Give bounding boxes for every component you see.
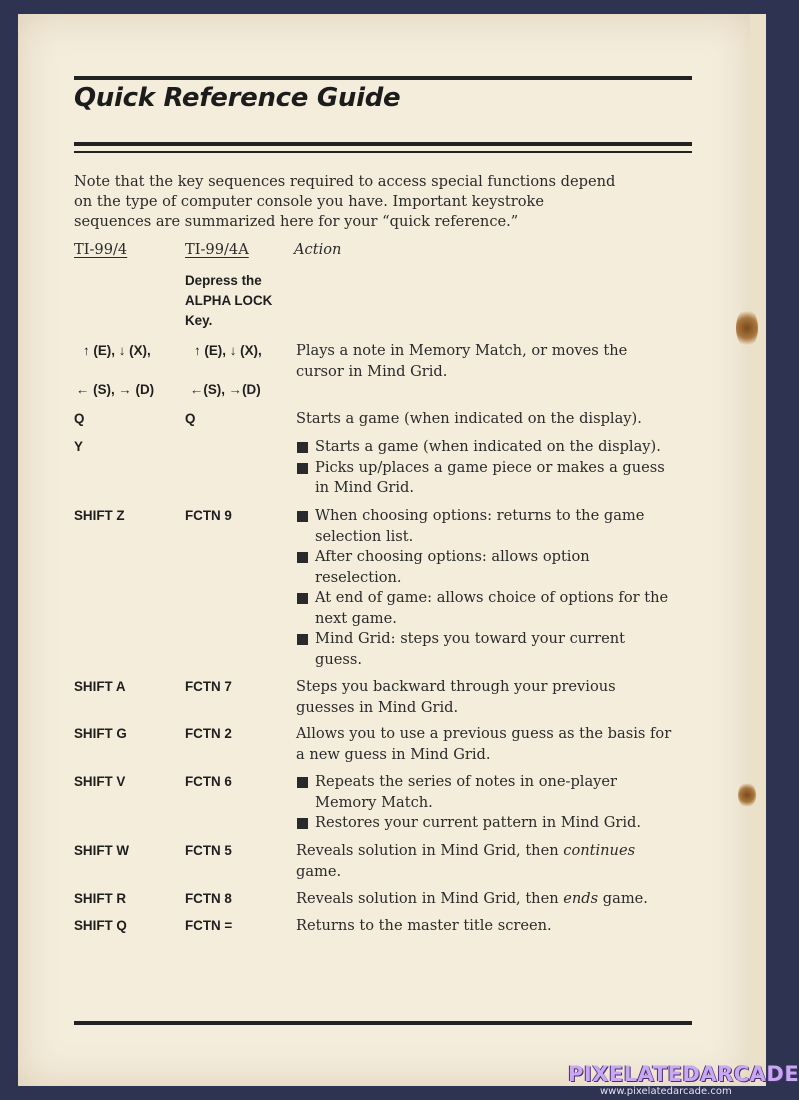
column-header-ti-99-4a: TI-99/4A bbox=[185, 241, 249, 258]
action-line: Starts a game (when indicated on the display). bbox=[315, 438, 661, 455]
action-shift-r bbox=[296, 889, 696, 910]
note-line: Depress the bbox=[185, 273, 262, 288]
bullet-item bbox=[296, 772, 696, 813]
action-shift-z bbox=[296, 506, 696, 670]
bullet-item bbox=[296, 458, 696, 499]
page-stain bbox=[738, 782, 756, 808]
action-line bbox=[296, 841, 696, 862]
action-shift-w bbox=[296, 841, 696, 882]
watermark-url: www.pixelatedarcade.com bbox=[600, 1086, 732, 1097]
key-ti99-4a: FCTN = bbox=[185, 918, 233, 933]
top-rule bbox=[74, 76, 692, 80]
action-line: Repeats the series of notes in one-player bbox=[315, 773, 618, 790]
key-arrows-ti99-4a-line2: ←(S), →(D) bbox=[190, 382, 261, 397]
action-line: Returns to the master title screen. bbox=[296, 917, 552, 934]
next-page-edge bbox=[750, 14, 766, 1086]
action-line: guesses in Mind Grid. bbox=[296, 698, 459, 716]
bullet-item bbox=[296, 588, 696, 629]
action-y bbox=[296, 437, 696, 499]
action-line: game. bbox=[296, 862, 342, 880]
action-line: Restores your current pattern in Mind Grid. bbox=[315, 814, 642, 831]
key-ti99-4: SHIFT Q bbox=[74, 918, 127, 933]
action-line: Mind Grid: steps you toward your current bbox=[315, 630, 625, 647]
watermark-logo: PIXELATEDARCADE bbox=[568, 1062, 799, 1086]
action-line: Picks up/places a game piece or makes a guess bbox=[315, 458, 665, 476]
action-line: After choosing options: allows option bbox=[315, 548, 590, 565]
key-ti99-4a: FCTN 7 bbox=[185, 679, 232, 694]
text-span: Reveals solution in Mind Grid, then bbox=[296, 890, 564, 907]
key-ti99-4a: FCTN 5 bbox=[185, 843, 232, 858]
bullet-item bbox=[296, 629, 696, 670]
action-line: cursor in Mind Grid. bbox=[296, 362, 448, 380]
action-line: a new guess in Mind Grid. bbox=[296, 745, 491, 763]
bullet-item bbox=[296, 437, 696, 458]
action-line: guess. bbox=[315, 650, 362, 668]
action-arrows bbox=[296, 341, 696, 382]
page-stain bbox=[736, 308, 758, 348]
action-line: At end of game: allows choice of options for the bbox=[315, 589, 669, 606]
action-line: When choosing options: returns to the game bbox=[315, 507, 645, 524]
key-ti99-4a: FCTN 2 bbox=[185, 726, 232, 741]
action-line: Starts a game (when indicated on the display). bbox=[296, 410, 642, 427]
action-line: Allows you to use a previous guess as the basis for bbox=[296, 725, 672, 742]
action-shift-g bbox=[296, 724, 696, 765]
action-line: in Mind Grid. bbox=[315, 479, 414, 496]
column-header-action: Action bbox=[294, 241, 342, 258]
action-line: reselection. bbox=[315, 568, 402, 586]
bullet-item bbox=[296, 813, 696, 834]
action-line: Steps you backward through your previous bbox=[296, 678, 616, 695]
key-ti99-4: SHIFT V bbox=[74, 774, 126, 789]
key-arrows-ti99-4a-line1: ↑ (E), ↓ (X), bbox=[194, 343, 262, 358]
page-title: Quick Reference Guide bbox=[74, 83, 401, 113]
key-ti99-4: SHIFT G bbox=[74, 726, 127, 741]
intro-paragraph bbox=[74, 172, 694, 232]
column-header-ti-99-4: TI-99/4 bbox=[74, 241, 128, 258]
note-line: ALPHA LOCK bbox=[185, 293, 273, 308]
key-arrows-ti99-4-line1: ↑ (E), ↓ (X), bbox=[83, 343, 151, 358]
note-line: Key. bbox=[185, 313, 213, 328]
intro-line: Note that the key sequences required to access special functions depend bbox=[74, 173, 616, 190]
key-ti99-4: Y bbox=[74, 439, 83, 454]
action-shift-v bbox=[296, 772, 696, 834]
action-line: next game. bbox=[315, 609, 397, 627]
key-ti99-4: Q bbox=[74, 411, 85, 426]
key-arrows-ti99-4-line2: ← (S), → (D) bbox=[76, 382, 155, 397]
alpha-lock-note bbox=[185, 271, 272, 331]
text-span: Reveals solution in Mind Grid, then bbox=[296, 842, 564, 859]
key-ti99-4: SHIFT Z bbox=[74, 508, 125, 523]
key-ti99-4: SHIFT R bbox=[74, 891, 127, 906]
key-ti99-4a: FCTN 6 bbox=[185, 774, 232, 789]
key-ti99-4: SHIFT W bbox=[74, 843, 130, 858]
key-ti99-4: SHIFT A bbox=[74, 679, 126, 694]
bullet-item bbox=[296, 547, 696, 588]
intro-line: sequences are summarized here for your “quick reference.” bbox=[74, 213, 519, 230]
bullet-item bbox=[296, 506, 696, 547]
action-line: selection list. bbox=[315, 527, 414, 545]
emphasis-text: continues bbox=[563, 842, 636, 859]
action-line: Memory Match. bbox=[315, 793, 433, 811]
title-rule-thin bbox=[74, 151, 692, 153]
emphasis-text: ends bbox=[563, 890, 599, 907]
action-line bbox=[296, 889, 696, 910]
action-shift-q bbox=[296, 916, 696, 937]
text-span: game. bbox=[598, 890, 648, 907]
action-line: Plays a note in Memory Match, or moves the bbox=[296, 342, 628, 359]
intro-line: on the type of computer console you have. Important keystroke bbox=[74, 193, 544, 210]
key-ti99-4a: FCTN 9 bbox=[185, 508, 232, 523]
key-ti99-4a: Q bbox=[185, 411, 196, 426]
title-rule-thick bbox=[74, 142, 692, 146]
action-q bbox=[296, 409, 696, 430]
key-ti99-4a: FCTN 8 bbox=[185, 891, 232, 906]
action-shift-a bbox=[296, 677, 696, 718]
bottom-rule bbox=[74, 1021, 692, 1025]
